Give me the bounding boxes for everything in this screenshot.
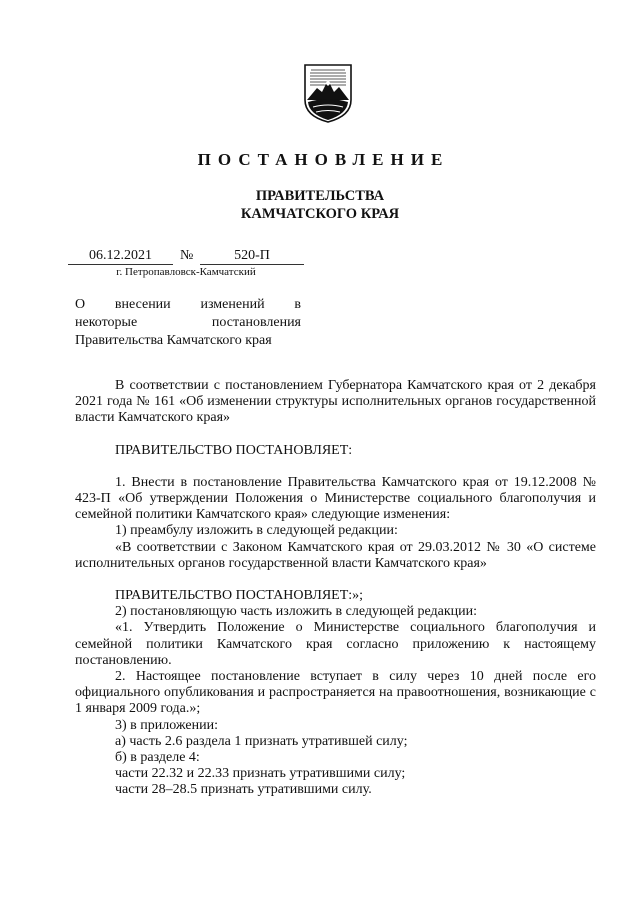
subject-line-2: некоторые постановления xyxy=(75,315,301,330)
paragraph-quote-preamble: «В соответствии с Законом Камчатского края от 29.03.2012 № 30 «О системе исполнительных органов государственной власти Камчатского края» xyxy=(75,539,596,571)
paragraph-quote-resolves: ПРАВИТЕЛЬСТВО ПОСТАНОВЛЯЕТ:»; xyxy=(115,588,364,604)
paragraph-quote-item-1: «1. Утвердить Положение о Министерстве социального благополучия и семейной политики Камчатского края согласно приложению к настоящему постановлению. xyxy=(75,620,596,668)
document-date: 06.12.2021 xyxy=(68,248,173,265)
resolves-heading: ПРАВИТЕЛЬСТВО ПОСТАНОВЛЯЕТ: xyxy=(115,442,353,458)
paragraph-subitem-3b: б) в разделе 4: xyxy=(115,750,200,766)
subject-line-3: Правительства Камчатского края xyxy=(75,333,272,348)
paragraph-subitem-3: 3) в приложении: xyxy=(115,717,218,733)
paragraph-subitem-1: 1) преамбулу изложить в следующей редакции: xyxy=(115,523,398,539)
paragraph-section-4-b: части 28–28.5 признать утратившими силу. xyxy=(115,782,372,798)
document-subject xyxy=(75,296,301,350)
paragraph-subitem-2: 2) постановляющую часть изложить в следующей редакции: xyxy=(115,604,478,620)
preamble-paragraph: В соответствии с постановлением Губернатора Камчатского края от 2 декабря 2021 года № 161 «Об изменении структуры исполнительных органов государственной власти Камчатского края» xyxy=(75,378,596,426)
issue-city: г. Петропавловск-Камчатский xyxy=(116,266,256,278)
number-sign: № xyxy=(180,248,194,263)
coat-of-arms-icon xyxy=(301,62,355,124)
paragraph-item-1: 1. Внести в постановление Правительства Камчатского края от 19.12.2008 № 423-П «Об утверждении Положения о Министерстве социального благополучия и семейной политики Камчатского края» следующие изменения: xyxy=(75,474,596,523)
paragraph-section-4-a: части 22.32 и 22.33 признать утратившими силу; xyxy=(115,766,406,782)
paragraph-quote-item-2: 2. Настоящее постановление вступает в силу через 10 дней после его официального опубликования и распространяется на правоотношения, возникающие с 1 января 2009 года.»; xyxy=(75,669,596,717)
issuer-line-1: ПРАВИТЕЛЬСТВА xyxy=(255,188,385,204)
subject-line-1: О внесении изменений в xyxy=(75,297,301,312)
document-body xyxy=(75,378,596,799)
paragraph-subitem-3a: а) часть 2.6 раздела 1 признать утратившей силу; xyxy=(115,733,408,749)
issuer-line-2: КАМЧАТСКОГО КРАЯ xyxy=(240,206,400,222)
document-number: 520-П xyxy=(200,248,304,265)
document-type-title: ПОСТАНОВЛЕНИЕ xyxy=(197,150,450,169)
